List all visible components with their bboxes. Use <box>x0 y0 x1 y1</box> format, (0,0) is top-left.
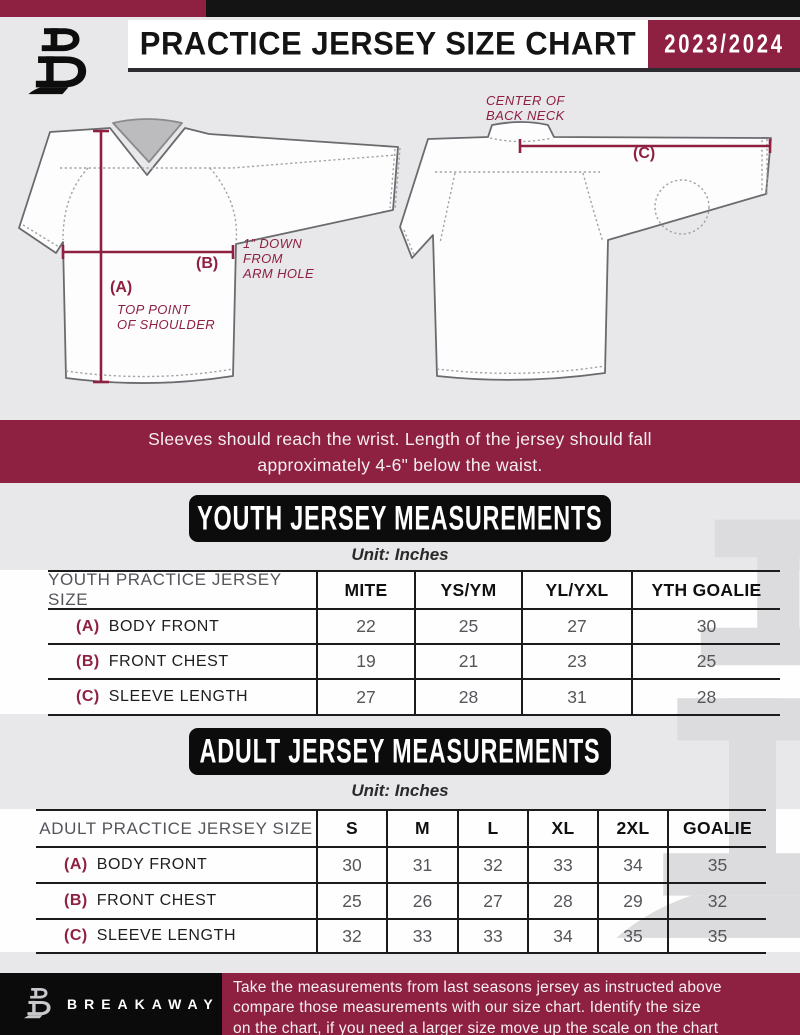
table-cell: 35 <box>597 918 667 952</box>
table-cell: 19 <box>316 643 414 678</box>
table-row-label <box>48 608 316 643</box>
jersey-diagrams <box>0 95 800 417</box>
breakaway-logo-icon <box>24 21 98 105</box>
footer-brand-name: BREAKAWAY <box>67 996 220 1012</box>
table-cell: 27 <box>316 678 414 714</box>
table-cell: 25 <box>316 882 386 918</box>
row-name: FRONT CHEST <box>108 652 229 670</box>
top-strip-black <box>206 0 800 17</box>
table-cell: 28 <box>631 678 780 714</box>
table-cell: 27 <box>521 608 631 643</box>
table-cell: 23 <box>521 643 631 678</box>
table-cell: 32 <box>316 918 386 952</box>
table-cell: 21 <box>414 643 521 678</box>
top-strip-maroon <box>0 0 206 17</box>
back-jersey-outline <box>400 122 771 380</box>
row-key: (A) <box>64 856 88 873</box>
row-key: (C) <box>76 688 100 705</box>
table-size-header: 2XL <box>597 809 667 846</box>
season-badge <box>648 20 800 72</box>
table-cell: 34 <box>527 918 597 952</box>
row-key: (C) <box>64 927 88 944</box>
banner-line-2: approximately 4-6" below the waist. <box>257 454 543 475</box>
table-cell: 25 <box>631 643 780 678</box>
table-size-header: GOALIE <box>667 809 766 846</box>
table-cell: 28 <box>414 678 521 714</box>
table-cell: 33 <box>457 918 527 952</box>
measure-key-b: (B) <box>196 255 219 272</box>
footer-brand-block <box>0 973 222 1035</box>
table-cell: 28 <box>527 882 597 918</box>
row-key: (B) <box>64 892 88 909</box>
table-cell: 34 <box>597 846 667 882</box>
row-name: SLEEVE LENGTH <box>108 688 249 705</box>
table-label-header: ADULT PRACTICE JERSEY SIZE <box>36 809 316 846</box>
top-point-of-shoulder-note: TOP POINT OF SHOULDER <box>117 302 216 332</box>
breakaway-footer-logo-icon <box>22 985 56 1023</box>
table-cell: 35 <box>667 846 766 882</box>
adult-size-table <box>36 809 766 954</box>
table-row-label <box>36 882 316 918</box>
table-cell: 32 <box>667 882 766 918</box>
table-cell: 33 <box>527 846 597 882</box>
row-name: BODY FRONT <box>96 856 208 873</box>
banner-line-1: Sleeves should reach the wrist. Length of the jersey should fall <box>148 428 652 449</box>
footer-line-1: Take the measurements from last seasons jersey as instructed above <box>233 979 722 996</box>
table-label-header: YOUTH PRACTICE JERSEY SIZE <box>48 570 316 608</box>
row-name: SLEEVE LENGTH <box>96 927 237 944</box>
row-key: (A) <box>76 617 100 635</box>
row-name: BODY FRONT <box>108 617 220 635</box>
page-title: PRACTICE JERSEY SIZE CHART <box>139 25 637 62</box>
youth-unit-label: Unit: Inches <box>351 545 449 564</box>
table-row-label <box>48 678 316 714</box>
table-cell: 25 <box>414 608 521 643</box>
table-cell: 30 <box>316 846 386 882</box>
table-row-label <box>36 918 316 952</box>
table-row-label <box>48 643 316 678</box>
measure-key-c: (C) <box>633 145 656 162</box>
table-cell: 26 <box>386 882 457 918</box>
footer-line-3: on the chart, if you need a larger size move up the scale on the chart <box>233 1019 719 1035</box>
season-label: 2023/2024 <box>663 28 785 59</box>
table-cell: 31 <box>386 846 457 882</box>
page-title-box <box>128 20 648 72</box>
table-row-label <box>36 846 316 882</box>
measure-key-a: (A) <box>110 279 133 296</box>
table-size-header: YS/YM <box>414 570 521 608</box>
table-size-header: S <box>316 809 386 846</box>
arm-hole-note: 1” DOWN FROM ARM HOLE <box>243 236 315 281</box>
center-back-neck-note: CENTER OF BACK NECK <box>486 93 565 123</box>
table-cell: 31 <box>521 678 631 714</box>
table-cell: 27 <box>457 882 527 918</box>
table-size-header: L <box>457 809 527 846</box>
footer-line-2: compare those measurements with our size chart. Identify the size <box>233 999 701 1017</box>
table-cell: 35 <box>667 918 766 952</box>
table-size-header: M <box>386 809 457 846</box>
youth-section-heading: YOUTH JERSEY MEASUREMENTS <box>189 495 611 542</box>
table-cell: 22 <box>316 608 414 643</box>
table-size-header: YTH GOALIE <box>631 570 780 608</box>
row-name: FRONT CHEST <box>96 892 217 909</box>
table-size-header: YL/YXL <box>521 570 631 608</box>
table-cell: 33 <box>386 918 457 952</box>
table-cell: 30 <box>631 608 780 643</box>
adult-section-heading: ADULT JERSEY MEASUREMENTS <box>189 728 611 775</box>
fit-instructions-banner <box>0 420 800 483</box>
table-size-header: XL <box>527 809 597 846</box>
footer-instructions <box>222 973 800 1035</box>
youth-size-table <box>48 570 780 716</box>
table-cell: 32 <box>457 846 527 882</box>
adult-unit-label: Unit: Inches <box>351 781 449 800</box>
row-key: (B) <box>76 652 100 670</box>
table-size-header: MITE <box>316 570 414 608</box>
table-cell: 29 <box>597 882 667 918</box>
top-accent-strip <box>0 0 800 17</box>
